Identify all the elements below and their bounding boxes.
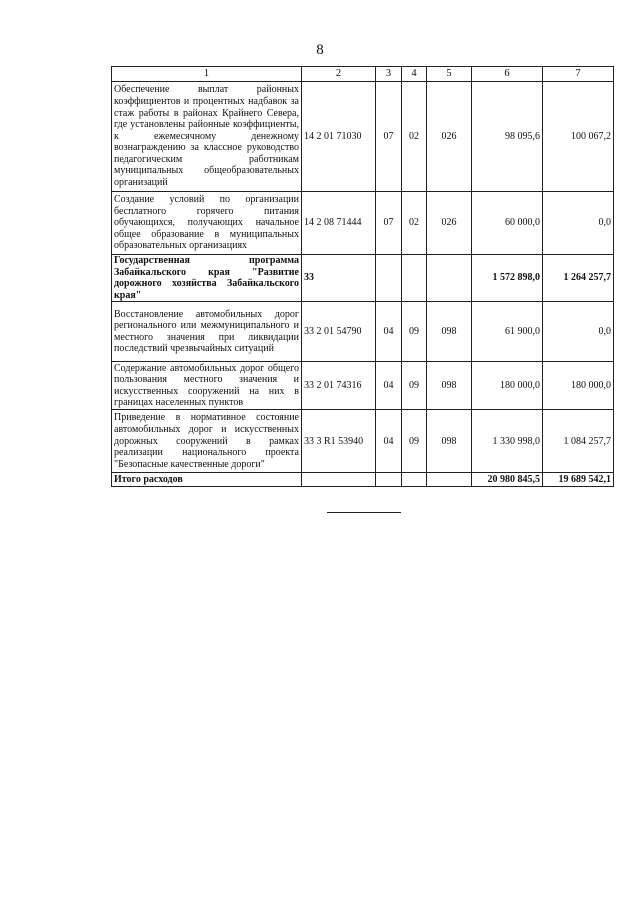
table-row [112, 362, 614, 410]
row-amount-col7: 1 084 257,7 [543, 410, 614, 473]
row-code: 33 3 R1 53940 [302, 410, 376, 473]
table-row [112, 410, 614, 473]
row-subsection: 09 [402, 362, 427, 410]
total-amount-col6: 20 980 845,5 [472, 473, 543, 487]
row-amount-col6: 60 000,0 [472, 192, 543, 255]
row-amount-col7: 0,0 [543, 302, 614, 362]
column-header-6: 6 [472, 67, 543, 82]
row-section: 07 [376, 82, 402, 192]
row-code: 14 2 08 71444 [302, 192, 376, 255]
row-code: 33 2 01 74316 [302, 362, 376, 410]
row-code: 33 [302, 255, 376, 302]
total-empty-cell [402, 473, 427, 487]
row-section: 07 [376, 192, 402, 255]
row-amount-col6: 98 095,6 [472, 82, 543, 192]
row-subsection: 09 [402, 302, 427, 362]
row-section: 04 [376, 410, 402, 473]
total-label: Итого расходов [112, 473, 302, 487]
row-amount-col7: 0,0 [543, 192, 614, 255]
column-header-4: 4 [402, 67, 427, 82]
budget-table [111, 66, 614, 487]
row-section [376, 255, 402, 302]
column-header-7: 7 [543, 67, 614, 82]
row-subsection: 09 [402, 410, 427, 473]
row-amount-col7: 1 264 257,7 [543, 255, 614, 302]
row-amount-col6: 180 000,0 [472, 362, 543, 410]
table-row [112, 302, 614, 362]
page-number: 8 [316, 42, 324, 58]
column-header-1: 1 [112, 67, 302, 82]
table-row [112, 255, 614, 302]
end-rule [327, 512, 401, 513]
table-row [112, 82, 614, 192]
total-empty-cell [376, 473, 402, 487]
row-amount-col7: 100 067,2 [543, 82, 614, 192]
row-name: Содержание автомобильных дорог общего пользования местного значения и искусственных сооружений на них в границах населенных пунктов [112, 362, 302, 410]
row-subsection [402, 255, 427, 302]
row-section: 04 [376, 362, 402, 410]
row-section: 04 [376, 302, 402, 362]
row-name: Создание условий по организации бесплатного горячего питания обучающихся, получающих начальное общее образование в муниципальных образовательных организациях [112, 192, 302, 255]
row-name: Восстановление автомобильных дорог регионального или межмуниципального и местного значения при ликвидации последствий чрезвычайных ситуаций [112, 302, 302, 362]
row-subsection: 02 [402, 82, 427, 192]
column-header-3: 3 [376, 67, 402, 82]
row-expense-type: 026 [427, 82, 472, 192]
row-name: Государственная программа Забайкальского края "Развитие дорожного хозяйства Забайкальского края" [112, 255, 302, 302]
row-expense-type: 098 [427, 362, 472, 410]
row-code: 14 2 01 71030 [302, 82, 376, 192]
total-amount-col7: 19 689 542,1 [543, 473, 614, 487]
row-expense-type: 098 [427, 410, 472, 473]
row-code: 33 2 01 54790 [302, 302, 376, 362]
row-amount-col7: 180 000,0 [543, 362, 614, 410]
table-header-row [112, 67, 614, 82]
row-subsection: 02 [402, 192, 427, 255]
row-name: Приведение в нормативное состояние автомобильных дорог и искусственных дорожных сооружений в рамках реализации национального проекта "Безопасные качественные дороги" [112, 410, 302, 473]
row-expense-type: 026 [427, 192, 472, 255]
row-name: Обеспечение выплат районных коэффициентов и процентных надбавок за стаж работы в районах Крайнего Севера, где установлены районные коэффициенты, к ежемесячному денежному вознаграждению за классное руководство педагогическим работникам муниципальных общеобразовательных организаций [112, 82, 302, 192]
table-total-row [112, 473, 614, 487]
column-header-2: 2 [302, 67, 376, 82]
row-expense-type [427, 255, 472, 302]
total-empty-cell [427, 473, 472, 487]
row-amount-col6: 61 900,0 [472, 302, 543, 362]
row-amount-col6: 1 330 998,0 [472, 410, 543, 473]
total-empty-cell [302, 473, 376, 487]
column-header-5: 5 [427, 67, 472, 82]
table-row [112, 192, 614, 255]
row-expense-type: 098 [427, 302, 472, 362]
row-amount-col6: 1 572 898,0 [472, 255, 543, 302]
